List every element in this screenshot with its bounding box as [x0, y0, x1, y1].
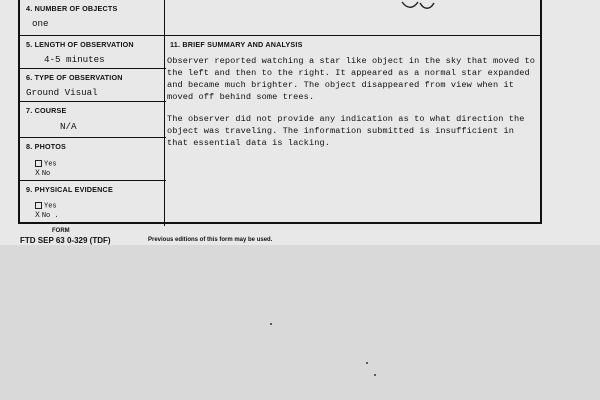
item5-label: 5. LENGTH OF OBSERVATION: [26, 40, 134, 49]
item9-no-label: No .: [41, 212, 59, 220]
footer-code: FTD SEP 63 0-329 (TDF): [20, 236, 111, 245]
item6-value: Ground Visual: [26, 87, 98, 98]
speck: [374, 374, 376, 376]
item8-no-mark: X: [35, 169, 40, 178]
speck: [270, 323, 272, 325]
summary-top-rule: [164, 35, 542, 36]
summary-paragraph-1: Observer reported watching a star like object in the sky that moved to the left and then to the right. It appeared as a normal star expanded and became much brighter. The object disappeared from view when it moved off behind some trees.: [167, 56, 535, 102]
summary-paragraph-2: The observer did not provide any indication as to what direction the object was traveling. The information submitted is insufficient in that essential data is lacking.: [167, 114, 525, 148]
item5-value: 4-5 minutes: [44, 54, 105, 65]
item9-yes-option: [35, 202, 57, 210]
row-divider: [20, 137, 166, 138]
item9-no-option: [35, 211, 59, 220]
item4-label: 4. NUMBER OF OBJECTS: [26, 4, 118, 13]
item4-value: one: [32, 18, 49, 29]
row-divider: [20, 68, 166, 69]
item8-no-option: [35, 169, 50, 178]
row-divider: [20, 101, 166, 102]
handwritten-mark-icon: [400, 0, 440, 12]
item8-no-label: No: [41, 170, 51, 178]
item9-yes-label: Yes: [44, 202, 57, 211]
row-divider: [20, 180, 166, 181]
speck: [366, 362, 368, 364]
row-divider: [20, 35, 166, 36]
item8-label: 8. PHOTOS: [26, 142, 67, 151]
item8-yes-option: [35, 160, 57, 168]
item11-label: 11. BRIEF SUMMARY AND ANALYSIS: [170, 40, 303, 49]
footer-form-word: FORM: [52, 228, 70, 234]
item7-label: 7. COURSE: [26, 106, 67, 115]
item7-value: N/A: [60, 121, 77, 132]
footer-note: Previous editions of this form may be used.: [148, 237, 273, 243]
item9-no-mark: X: [35, 211, 40, 220]
summary-text: [167, 55, 537, 159]
checkbox-icon: [35, 160, 42, 167]
checkbox-icon: [35, 202, 42, 209]
item9-label: 9. PHYSICAL EVIDENCE: [26, 185, 113, 194]
item6-label: 6. TYPE OF OBSERVATION: [26, 73, 123, 82]
column-divider: [164, 0, 165, 226]
item8-yes-label: Yes: [44, 160, 57, 169]
